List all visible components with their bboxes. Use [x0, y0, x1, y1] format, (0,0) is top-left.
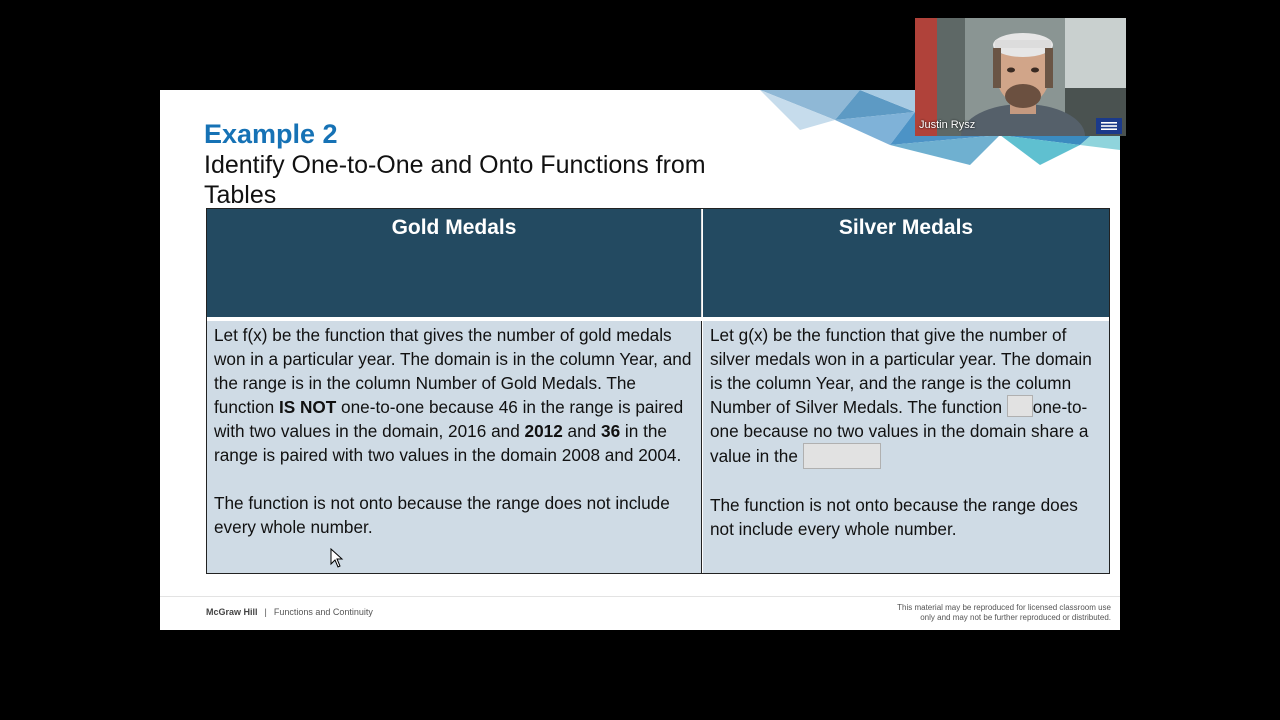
gold-bold-36: 36	[601, 421, 621, 441]
silver-text-2: one-to-one because no two values in the domain share a value in the	[710, 397, 1089, 466]
presentation-slide	[160, 90, 1120, 630]
gold-paragraph-2: The function is not onto because the range does not include every whole number.	[214, 493, 670, 537]
gold-text-2: one-to-one because 46 in the range is paired with two values in the domain, 2016 and	[214, 397, 684, 441]
gold-medals-cell	[207, 321, 702, 573]
gold-text-4: in the range is paired with two values in the domain 2008 and 2004.	[214, 421, 682, 465]
slide-subtitle: Identify One-to-One and Onto Functions from Tables	[204, 151, 706, 209]
answer-blank-range[interactable]	[803, 443, 881, 469]
gold-bold-is-not: IS NOT	[278, 397, 337, 417]
slide-title: Example 2	[204, 119, 338, 149]
footer-divider	[160, 596, 1120, 597]
footer-separator: |	[264, 607, 267, 617]
silver-medals-header: Silver Medals	[703, 209, 1109, 317]
gold-bold-2012: 2012	[524, 421, 563, 441]
mouse-pointer-icon	[330, 548, 344, 568]
webcam-video-tile[interactable]	[915, 18, 1126, 136]
notice-line-1: This material may be reproduced for licensed classroom use	[897, 603, 1111, 612]
brand-label: McGraw Hill	[206, 607, 258, 617]
silver-paragraph-1	[710, 323, 1102, 469]
course-label: Functions and Continuity	[273, 607, 373, 617]
gold-text-3: and	[562, 421, 602, 441]
gold-paragraph-1	[214, 323, 694, 467]
gold-medals-header: Gold Medals	[207, 209, 702, 317]
footer-left	[206, 607, 373, 617]
silver-medals-cell	[703, 321, 1109, 573]
medals-table	[206, 208, 1110, 574]
gold-text-1: Let f(x) be the function that gives the number of gold medals won in a particular year. The domain is in the column Year, and the range is in the column Number of Gold Medals. The function	[214, 325, 692, 417]
copyright-notice	[860, 603, 1111, 623]
answer-blank-is-is-not[interactable]	[1007, 395, 1033, 417]
video-menu-icon[interactable]	[1096, 118, 1122, 134]
notice-line-2: only and may not be further reproduced or distributed.	[920, 613, 1111, 622]
silver-paragraph-2: The function is not onto because the range does not include every whole number.	[710, 495, 1078, 539]
silver-text-1: Let g(x) be the function that give the number of silver medals won in a particular year. The domain is the column Year, and the range is the column Number of Silver Medals. The function	[710, 325, 1092, 417]
participant-name-label: Justin Rysz	[919, 119, 976, 131]
